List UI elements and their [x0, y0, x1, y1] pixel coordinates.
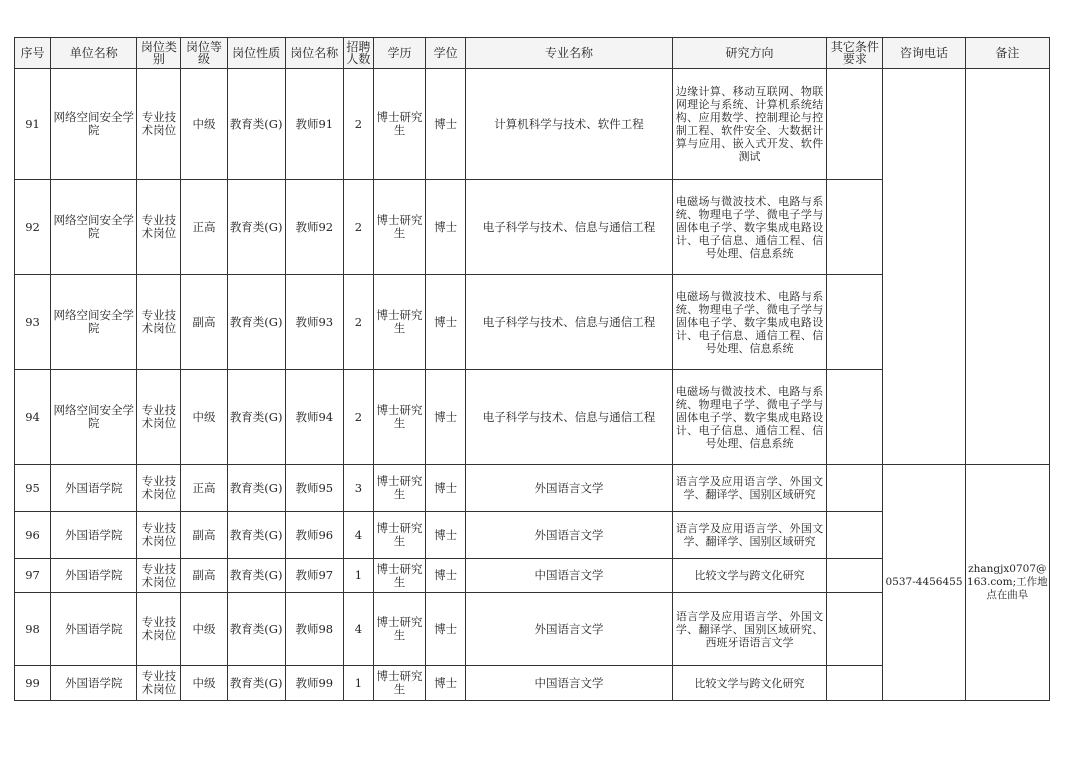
- cell-hires: 1: [343, 666, 373, 701]
- cell-major: 电子科学与技术、信息与通信工程: [466, 180, 673, 275]
- cell-unit: 网络空间安全学院: [51, 275, 137, 370]
- cell-post-nature: 教育类(G): [227, 666, 285, 701]
- header-post-level: 岗位等级: [181, 38, 227, 69]
- cell-seq: 91: [15, 69, 51, 180]
- cell-research: 语言学及应用语言学、外国文学、翻译学、国别区域研究、西班牙语语言文学: [672, 593, 826, 666]
- cell-research: 电磁场与微波技术、电路与系统、物理电子学、微电子学与固体电子学、数字集成电路设计、电子信息、通信工程、信号处理、信息系统: [672, 275, 826, 370]
- cell-unit: 外国语学院: [51, 593, 137, 666]
- cell-post-type: 专业技术岗位: [137, 559, 181, 593]
- cell-major: 外国语言文学: [466, 465, 673, 512]
- cell-post-type: 专业技术岗位: [137, 180, 181, 275]
- cell-unit: 外国语学院: [51, 559, 137, 593]
- cell-major: 电子科学与技术、信息与通信工程: [466, 370, 673, 465]
- cell-post-type: 专业技术岗位: [137, 666, 181, 701]
- cell-education: 博士研究生: [373, 275, 425, 370]
- cell-post-type: 专业技术岗位: [137, 465, 181, 512]
- cell-hires: 3: [343, 465, 373, 512]
- header-post-nature: 岗位性质: [227, 38, 285, 69]
- cell-research: 电磁场与微波技术、电路与系统、物理电子学、微电子学与固体电子学、数字集成电路设计、电子信息、通信工程、信号处理、信息系统: [672, 180, 826, 275]
- cell-post-level: 正高: [181, 180, 227, 275]
- cell-post-nature: 教育类(G): [227, 593, 285, 666]
- cell-education: 博士研究生: [373, 512, 425, 559]
- cell-research: 电磁场与微波技术、电路与系统、物理电子学、微电子学与固体电子学、数字集成电路设计、电子信息、通信工程、信号处理、信息系统: [672, 370, 826, 465]
- cell-post-name: 教师96: [285, 512, 343, 559]
- cell-post-level: 中级: [181, 593, 227, 666]
- cell-education: 博士研究生: [373, 559, 425, 593]
- cell-post-level: 副高: [181, 275, 227, 370]
- cell-research: 边缘计算、移动互联网、物联网理论与系统、计算机系统结构、应用数学、控制理论与控制工程、软件安全、大数据计算与应用、嵌入式开发、软件测试: [672, 69, 826, 180]
- cell-unit: 网络空间安全学院: [51, 370, 137, 465]
- cell-unit: 网络空间安全学院: [51, 69, 137, 180]
- cell-seq: 93: [15, 275, 51, 370]
- cell-post-type: 专业技术岗位: [137, 593, 181, 666]
- header-post-type: 岗位类别: [137, 38, 181, 69]
- cell-post-nature: 教育类(G): [227, 180, 285, 275]
- cell-post-name: 教师99: [285, 666, 343, 701]
- header-post-name: 岗位名称: [285, 38, 343, 69]
- cell-other: [827, 275, 883, 370]
- cell-seq: 99: [15, 666, 51, 701]
- table-row: [15, 465, 1050, 512]
- cell-post-name: 教师94: [285, 370, 343, 465]
- cell-remark: zhangjx0707@163.com;工作地点在曲阜: [965, 465, 1049, 701]
- cell-post-name: 教师97: [285, 559, 343, 593]
- cell-post-nature: 教育类(G): [227, 559, 285, 593]
- header-other: 其它条件要求: [827, 38, 883, 69]
- cell-degree: 博士: [426, 275, 466, 370]
- cell-hires: 2: [343, 180, 373, 275]
- cell-unit: 外国语学院: [51, 666, 137, 701]
- cell-other: [827, 465, 883, 512]
- cell-post-type: 专业技术岗位: [137, 275, 181, 370]
- cell-hires: 2: [343, 275, 373, 370]
- cell-post-type: 专业技术岗位: [137, 69, 181, 180]
- cell-degree: 博士: [426, 593, 466, 666]
- header-unit: 单位名称: [51, 38, 137, 69]
- cell-other: [827, 370, 883, 465]
- header-degree: 学位: [426, 38, 466, 69]
- cell-post-name: 教师91: [285, 69, 343, 180]
- cell-post-type: 专业技术岗位: [137, 512, 181, 559]
- cell-seq: 96: [15, 512, 51, 559]
- cell-unit: 外国语学院: [51, 512, 137, 559]
- cell-major: 外国语言文学: [466, 593, 673, 666]
- table-row: [15, 69, 1050, 180]
- cell-education: 博士研究生: [373, 593, 425, 666]
- cell-major: 计算机科学与技术、软件工程: [466, 69, 673, 180]
- cell-post-nature: 教育类(G): [227, 69, 285, 180]
- cell-post-level: 中级: [181, 666, 227, 701]
- cell-major: 电子科学与技术、信息与通信工程: [466, 275, 673, 370]
- header-major: 专业名称: [466, 38, 673, 69]
- cell-hires: 2: [343, 69, 373, 180]
- cell-research: 比较文学与跨文化研究: [672, 559, 826, 593]
- cell-degree: 博士: [426, 180, 466, 275]
- cell-seq: 95: [15, 465, 51, 512]
- cell-degree: 博士: [426, 370, 466, 465]
- header-seq: 序号: [15, 38, 51, 69]
- cell-major: 中国语言文学: [466, 666, 673, 701]
- cell-education: 博士研究生: [373, 465, 425, 512]
- cell-seq: 97: [15, 559, 51, 593]
- cell-degree: 博士: [426, 512, 466, 559]
- cell-degree: 博士: [426, 666, 466, 701]
- cell-post-name: 教师92: [285, 180, 343, 275]
- cell-post-name: 教师98: [285, 593, 343, 666]
- cell-education: 博士研究生: [373, 180, 425, 275]
- cell-post-nature: 教育类(G): [227, 512, 285, 559]
- cell-other: [827, 559, 883, 593]
- cell-post-type: 专业技术岗位: [137, 370, 181, 465]
- cell-post-nature: 教育类(G): [227, 370, 285, 465]
- cell-post-nature: 教育类(G): [227, 465, 285, 512]
- cell-other: [827, 69, 883, 180]
- cell-major: 外国语言文学: [466, 512, 673, 559]
- cell-remark-empty: [965, 69, 1049, 465]
- cell-post-name: 教师93: [285, 275, 343, 370]
- cell-degree: 博士: [426, 465, 466, 512]
- cell-hires: 4: [343, 512, 373, 559]
- cell-post-level: 中级: [181, 370, 227, 465]
- cell-unit: 网络空间安全学院: [51, 180, 137, 275]
- cell-post-name: 教师95: [285, 465, 343, 512]
- cell-research: 比较文学与跨文化研究: [672, 666, 826, 701]
- cell-hires: 4: [343, 593, 373, 666]
- cell-post-level: 中级: [181, 69, 227, 180]
- cell-education: 博士研究生: [373, 69, 425, 180]
- cell-hires: 2: [343, 370, 373, 465]
- recruitment-table: [14, 37, 1050, 701]
- cell-education: 博士研究生: [373, 370, 425, 465]
- cell-other: [827, 180, 883, 275]
- cell-degree: 博士: [426, 69, 466, 180]
- cell-seq: 92: [15, 180, 51, 275]
- header-research: 研究方向: [672, 38, 826, 69]
- cell-degree: 博士: [426, 559, 466, 593]
- cell-seq: 94: [15, 370, 51, 465]
- header-remark: 备注: [965, 38, 1049, 69]
- cell-other: [827, 666, 883, 701]
- header-row: [15, 38, 1050, 69]
- cell-phone-empty: [883, 69, 965, 465]
- cell-post-level: 正高: [181, 465, 227, 512]
- header-hires: 招聘人数: [343, 38, 373, 69]
- cell-post-level: 副高: [181, 512, 227, 559]
- cell-other: [827, 593, 883, 666]
- header-education: 学历: [373, 38, 425, 69]
- cell-education: 博士研究生: [373, 666, 425, 701]
- cell-phone: 0537-4456455: [883, 465, 965, 701]
- cell-post-level: 副高: [181, 559, 227, 593]
- cell-major: 中国语言文学: [466, 559, 673, 593]
- cell-research: 语言学及应用语言学、外国文学、翻译学、国别区域研究: [672, 465, 826, 512]
- cell-seq: 98: [15, 593, 51, 666]
- cell-post-nature: 教育类(G): [227, 275, 285, 370]
- cell-hires: 1: [343, 559, 373, 593]
- header-phone: 咨询电话: [883, 38, 965, 69]
- cell-unit: 外国语学院: [51, 465, 137, 512]
- cell-other: [827, 512, 883, 559]
- cell-research: 语言学及应用语言学、外国文学、翻译学、国别区域研究: [672, 512, 826, 559]
